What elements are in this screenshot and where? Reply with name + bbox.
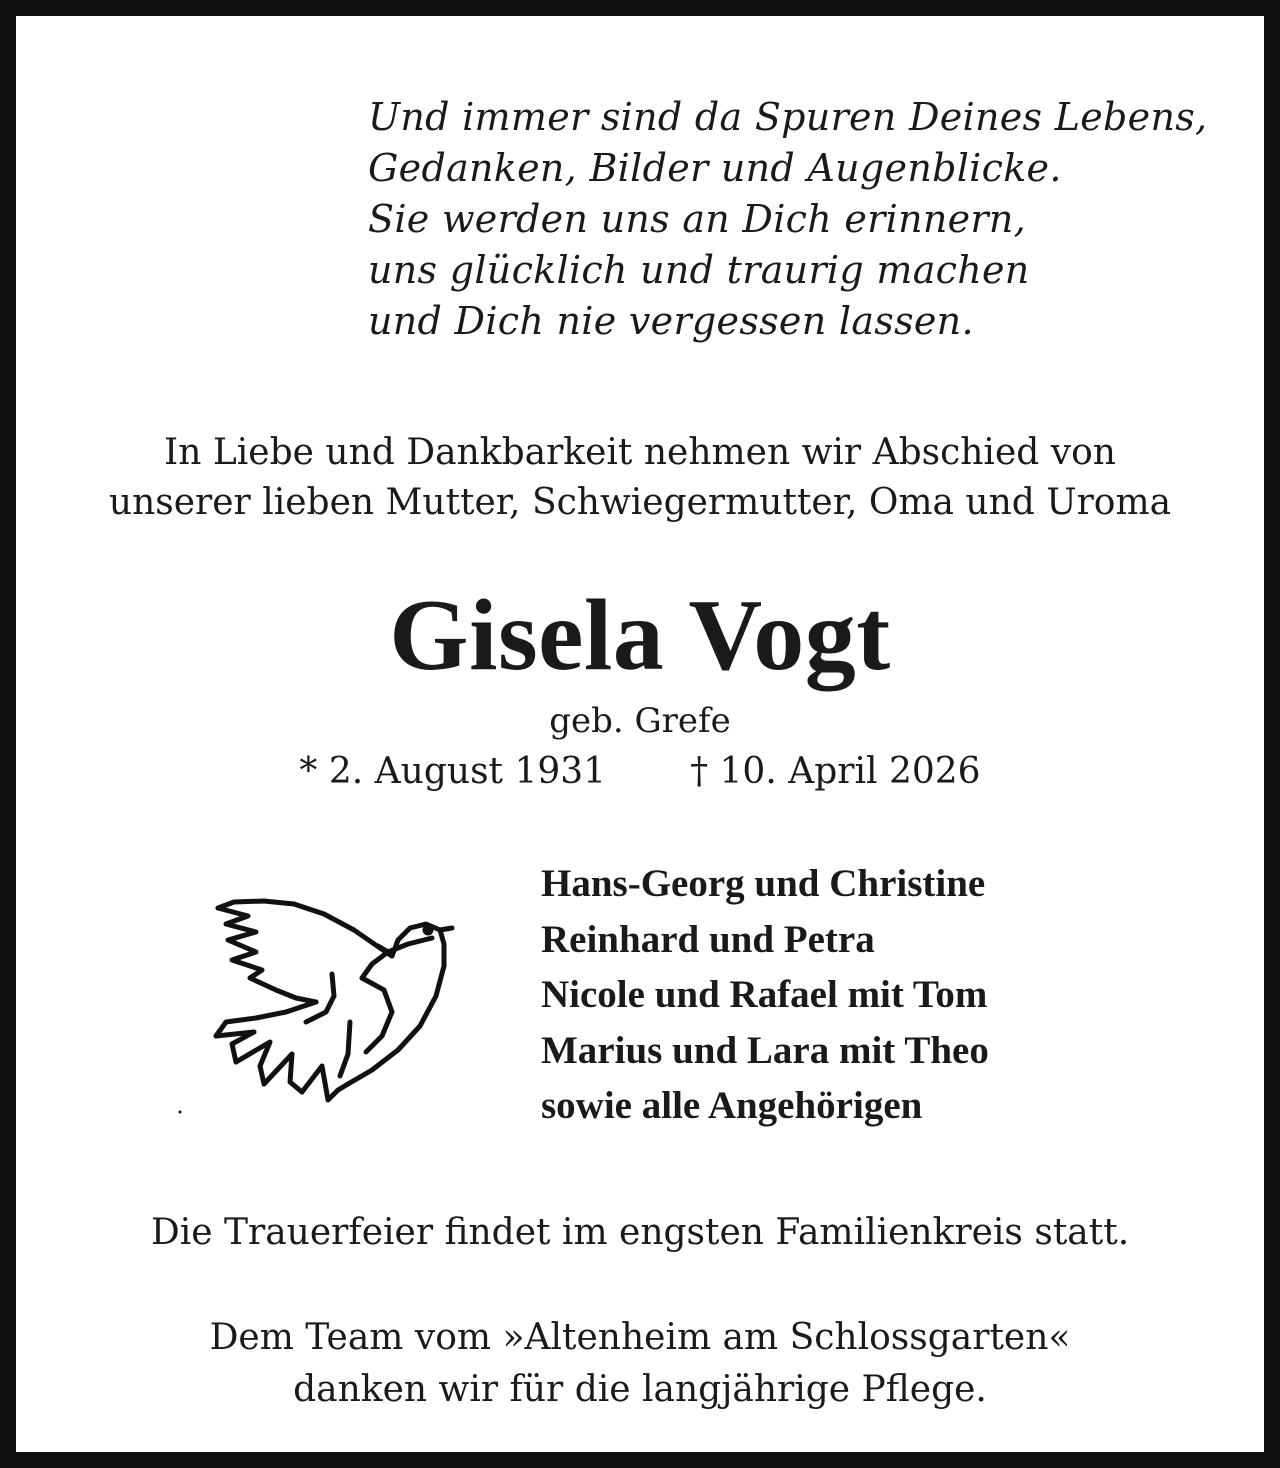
mourner-line: sowie alle Angehörigen: [541, 1084, 923, 1127]
thanks-line: Dem Team vom »Altenheim am Schlossgarten«: [209, 1317, 1071, 1358]
birth-date: * 2. August 1931: [299, 751, 607, 792]
poem-line: und Dich nie vergessen lassen.: [368, 299, 974, 343]
poem-line: Gedanken, Bilder und Augenblicke.: [368, 146, 1062, 190]
intro-line: In Liebe und Dankbarkeit nehmen wir Abschied von: [164, 432, 1116, 473]
intro-line: unserer lieben Mutter, Schwiegermutter, Oma und Uroma: [108, 482, 1172, 523]
birth-name: geb. Grefe: [549, 701, 731, 741]
thanks-line: danken wir für die langjährige Pflege.: [293, 1369, 987, 1410]
farewell-intro: [16, 428, 1264, 528]
poem: [368, 92, 1248, 347]
mourner-line: Marius und Lara mit Theo: [541, 1028, 989, 1072]
deceased-name: Gisela Vogt: [389, 579, 891, 692]
poem-line: uns glücklich und traurig machen: [368, 248, 1030, 292]
poem-line: Und immer sind da Spuren Deines Lebens,: [368, 95, 1208, 139]
poem-line: Sie werden uns an Dich erinnern,: [368, 197, 1027, 241]
ceremony-notice: Die Trauerfeier findet im engsten Familienkreis statt.: [150, 1212, 1130, 1253]
mourner-line: Hans-Georg und Christine: [541, 862, 986, 905]
mourner-line: Reinhard und Petra: [541, 917, 875, 961]
thanks-note: [16, 1312, 1264, 1416]
dove-icon: [166, 886, 466, 1126]
death-date: † 10. April 2026: [690, 751, 981, 792]
mourners-list: [541, 856, 1261, 1134]
life-dates: [16, 748, 1264, 796]
mourner-line: Nicole und Rafael mit Tom: [541, 973, 988, 1016]
